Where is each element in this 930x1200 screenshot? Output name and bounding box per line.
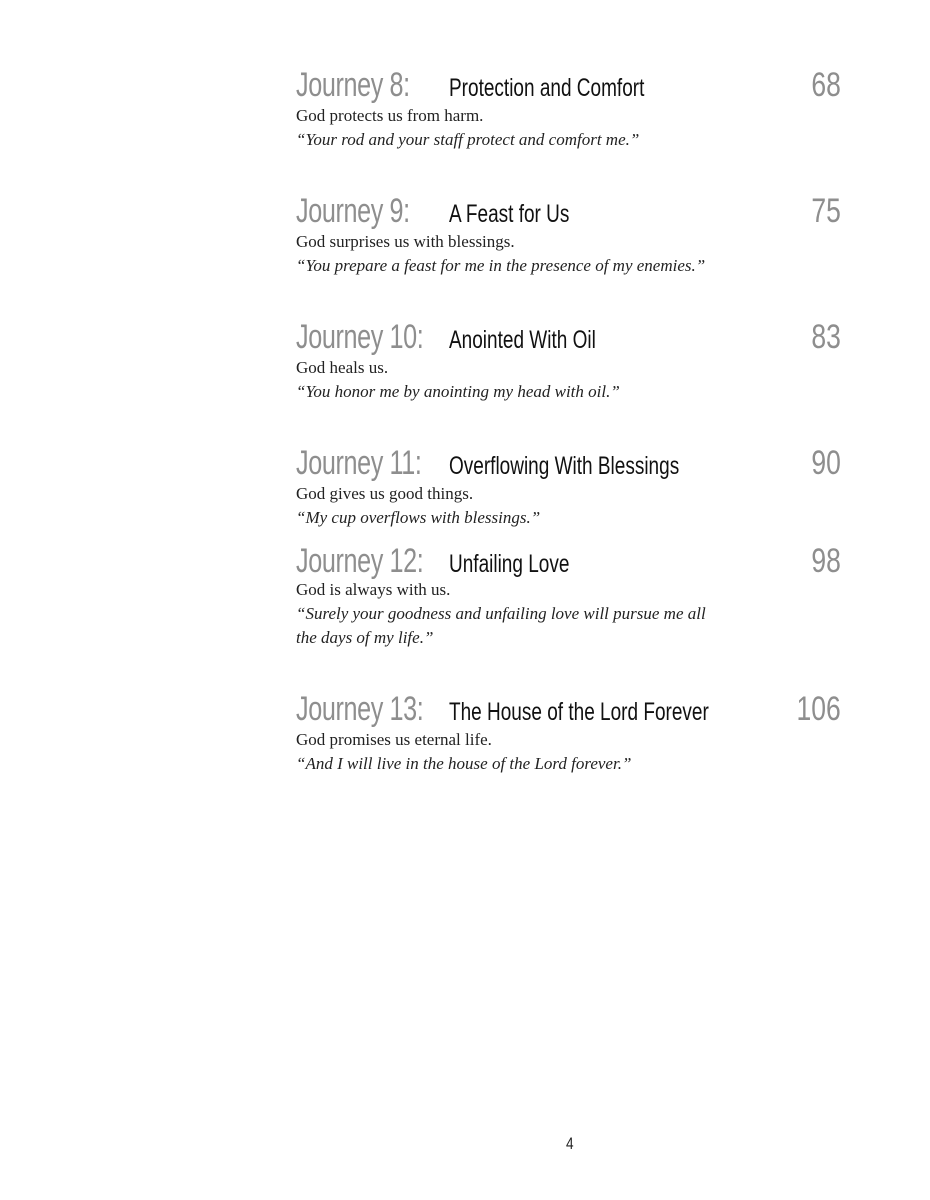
journey-label: Journey 8: [296,66,410,104]
page-number: 98 [811,542,841,580]
entry-summary: God is always with us. [296,580,451,599]
entry-verse: “You honor me by anointing my head with oil.” [296,382,620,401]
footer-page-number: 4 [566,1134,574,1153]
entry-title: Unfailing Love [449,550,570,578]
entry-verse: “Your rod and your staff protect and comfort me.” [296,130,640,149]
toc-entry-journey-13 [296,680,841,776]
entry-title: A Feast for Us [449,200,570,228]
page-number: 83 [811,318,841,356]
journey-label: Journey 9: [296,192,410,230]
journey-label: Journey 10: [296,318,424,356]
page-number: 75 [811,192,841,230]
journey-label: Journey 11: [296,444,422,482]
entry-summary: God protects us from harm. [296,106,484,125]
toc-entry-journey-11 [296,434,841,530]
entry-verse: “My cup overflows with blessings.” [296,508,541,527]
entry-title: Protection and Comfort [449,74,645,102]
page-number: 90 [811,444,841,482]
page-number: 106 [796,690,841,728]
entry-summary: God gives us good things. [296,484,474,503]
toc-entry-journey-9 [296,182,841,278]
journey-label: Journey 12: [296,542,424,580]
entry-summary: God heals us. [296,358,389,377]
entry-title: The House of the Lord Forever [449,698,709,726]
table-of-contents [296,62,841,776]
toc-entry-journey-8 [296,62,841,152]
entry-verse: “And I will live in the house of the Lord forever.” [296,754,632,773]
toc-entry-heading [296,62,841,102]
toc-entry-heading [296,434,841,480]
toc-entry-journey-12 [296,534,841,650]
toc-entry-heading [296,182,841,228]
entry-verse: “You prepare a feast for me in the presence of my enemies.” [296,256,706,275]
entry-summary: God surprises us with blessings. [296,232,515,251]
toc-entry-heading [296,534,841,578]
entry-title: Overflowing With Blessings [449,452,680,480]
toc-entry-journey-10 [296,308,841,404]
toc-entry-heading [296,680,841,726]
toc-entry-heading [296,308,841,354]
page-number: 68 [811,66,841,104]
entry-summary: God promises us eternal life. [296,730,492,749]
entry-verse: “Surely your goodness and unfailing love will pursue me all the days of my life.” [296,604,706,647]
entry-title: Anointed With Oil [449,326,596,354]
journey-label: Journey 13: [296,690,424,728]
